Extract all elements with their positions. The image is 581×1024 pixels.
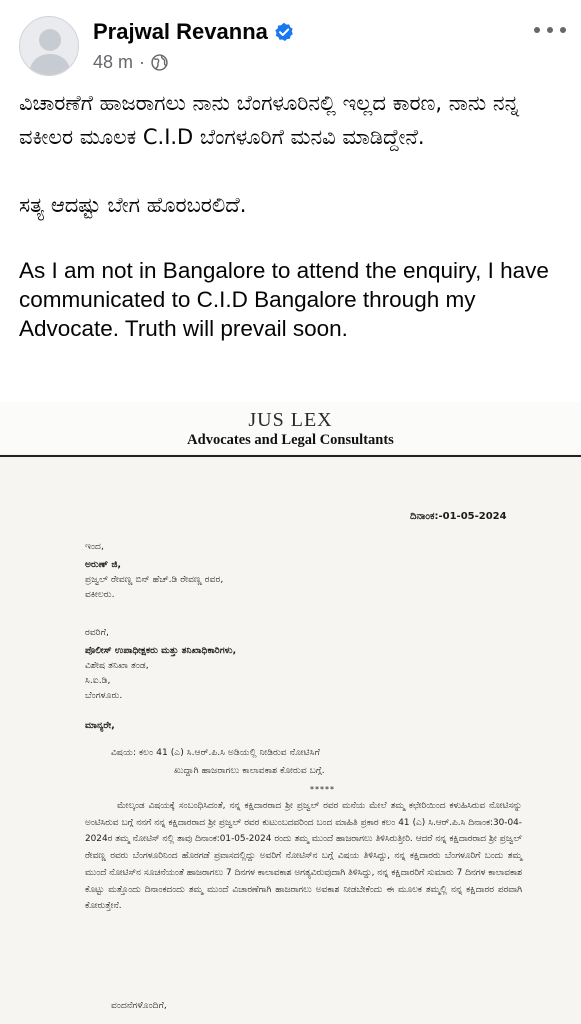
to-line2: ವಿಶೇಷ ತನಿಖಾ ತಂಡ, [85,660,149,671]
letter-body: ಮೇಲ್ಕಂಡ ವಿಷಯಕ್ಕೆ ಸಂಬಂಧಿಸಿದಂತೆ, ನನ್ನ ಕಕ್ಷಿದಾರರಾದ ಶ್ರೀ ಪ್ರಜ್ವಲ್ ರವರ ಮನೆಯ ಮೇಲೆ ತಮ್ಮ ಕಛೇರಿಯಿಂದ ಕಳುಹಿಸಿರುವ ನೋಟಿಸನ್ನು ಅಂಟಿಸಿರುವ ಬಗ್ಗೆ ನನಗೆ ನನ್ನ ಕಕ್ಷಿದಾರರಾದ ಶ್ರೀ ಪ್ರಜ್ವಲ್ ರವರ ಕುಟುಂಬದವರಿಂದ ಬಂದ ಮಾಹಿತಿ ಪ್ರಕಾರ ಕಲಂ 41 (ಎ) ಸಿ.ಆರ್.ಪಿ.ಸಿ ದಿನಾಂಕ:30-04-2024ರ ತಮ್ಮ ನೋಟಿಸ್ ನಲ್ಲಿ ತಾವು ದಿನಾಂಕ:01-05-2024 ರಂದು ತಮ್ಮ ಮುಂದೆ ಹಾಜರಾಗಲು ತಿಳಿಸಿರುತ್ತೀರಿ. ಆದರೆ ನನ್ನ ಕಕ್ಷಿದಾರರಾದ ಶ್ರೀ ಪ್ರಜ್ವಲ್ ರೇವಣ್ಣ ರವರು ಬೆಂಗಳೂರಿನಿಂದ ಹೊರಗಡೆ ಪ್ರವಾಸದಲ್ಲಿದ್ದು ಅವರಿಗೆ ನೋಟಿಸ್‌ನ ಬಗ್ಗೆ ವಿಷಯ ತಿಳಿಸಿದ್ದು, ನನ್ನ ಕಕ್ಷಿದಾರರು ಬೆಂಗಳೂರಿಗೆ ಬಂದು ತಮ್ಮ ಮುಂದೆ ನೋಟಿಸ್‌ನ ಸೂಚನೆಯಂತೆ ಹಾಜರಾಗಲು 7 ದಿನಗಳ ಕಾಲಾವಕಾಶ ಅಗತ್ಯವಿರುವುದಾಗಿ ತಿಳಿಸಿದ್ದು, ನನ್ನ ಕಕ್ಷಿದಾರರಿಗೆ ಸುಮಾರು 7 ದಿನಗಳ ಕಾಲಾವಕಾಶ ಕೊಟ್ಟು ಮತ್ತೊಂದು ದಿನಾಂಕದಂದು ತಮ್ಮ ಮುಂದೆ ವಿಚಾರಣೆಗಾಗಿ ಹಾಜರಾಗಲು ಅವಕಾಶ ನೀಡಬೇಕೆಂದು ಈ ಮೂಲಕ ತಮ್ಮಲ್ಲಿ ನನ್ನ ಕಕ್ಷಿದಾರರ ಪರವಾಗಿ ಕೋರುತ್ತೇನೆ. [85,801,522,912]
meta-separator: · [139,52,146,72]
post-paragraph-kn-2: ಸತ್ಯ ಆದಷ್ಟು ಬೇಗ ಹೊರಬರಲಿದೆ. [19,193,247,217]
from-line2: ಪ್ರಜ್ವಲ್ ರೇವಣ್ಣ ಬಿನ್ ಹೆಚ್.ಡಿ ರೇವಣ್ಣ ರವರ, [85,574,224,585]
letterhead [0,402,581,454]
post-paragraph-kn-1: ವಿಚಾರಣೆಗೆ ಹಾಜರಾಗಲು ನಾನು ಬೆಂಗಳೂರಿನಲ್ಲಿ ಇಲ್ಲದ ಕಾರಣ, ನಾನು ನನ್ನ ವಕೀಲರ ಮೂಲಕ C.I.D ಬೆಂಗಳೂರಿಗೆ ಮನವಿ ಮಾಡಿದ್ದೇನೆ. [19,91,520,149]
avatar[interactable] [19,16,79,76]
from-label: ಇಂದ, [85,541,104,552]
author-name[interactable]: Prajwal Revanna [93,19,268,44]
to-line4: ಬೆಂಗಳೂರು. [85,690,123,701]
post-meta [93,52,168,73]
post-paragraph-en: As I am not in Bangalore to attend the enquiry, I have communicated to C.I.D Bangalore through my Advocate. Truth will prevail soon. [19,258,549,341]
subject-line2: ಖುದ್ದಾಗಿ ಹಾಜರಾಗಲು ಕಾಲಾವಕಾಶ ಕೋರುವ ಬಗ್ಗೆ. [174,765,325,776]
letterhead-brand: JUS LEX [248,409,333,431]
letter-closing: ವಂದನೆಗಳೊಂದಿಗೆ, [111,1000,167,1011]
to-label: ರವರಿಗೆ, [85,627,109,638]
default-profile-icon [20,17,79,76]
from-line3: ವಕೀಲರು. [85,589,115,600]
letter-date: ದಿನಾಂಕ:-01-05-2024 [410,511,507,522]
separator-stars: ***** [310,785,335,794]
dot [560,27,566,33]
letterhead-subtitle: Advocates and Legal Consultants [187,432,394,448]
attached-document-image[interactable] [0,402,581,1024]
salutation: ಮಾನ್ಯರೇ, [85,720,115,731]
dot [547,27,553,33]
globe-icon[interactable] [151,54,168,71]
post-header [0,0,581,80]
to-line3: ಸಿ.ಐ.ಡಿ, [85,675,111,686]
from-name: ಅರುಣ್ ಜಿ, [85,559,121,570]
more-dots-icon[interactable] [534,20,566,40]
verified-badge-icon [274,22,294,42]
subject-line1: ವಿಷಯ: ಕಲಂ 41 (ಎ) ಸಿ.ಆರ್.ಪಿ.ಸಿ ಅಡಿಯಲ್ಲಿ ನೀಡಿರುವ ನೋಟಿಸಿಗೆ [111,747,320,758]
letterhead-rule [0,455,581,457]
to-line1: ಪೊಲೀಸ್ ಉಪಾಧೀಕ್ಷಕರು ಮತ್ತು ತನಿಖಾಧಿಕಾರಿಗಳು, [85,645,237,656]
author-row [93,17,294,47]
post-text [19,86,569,343]
post-timestamp[interactable]: 48 m [93,52,134,72]
dot [534,27,540,33]
